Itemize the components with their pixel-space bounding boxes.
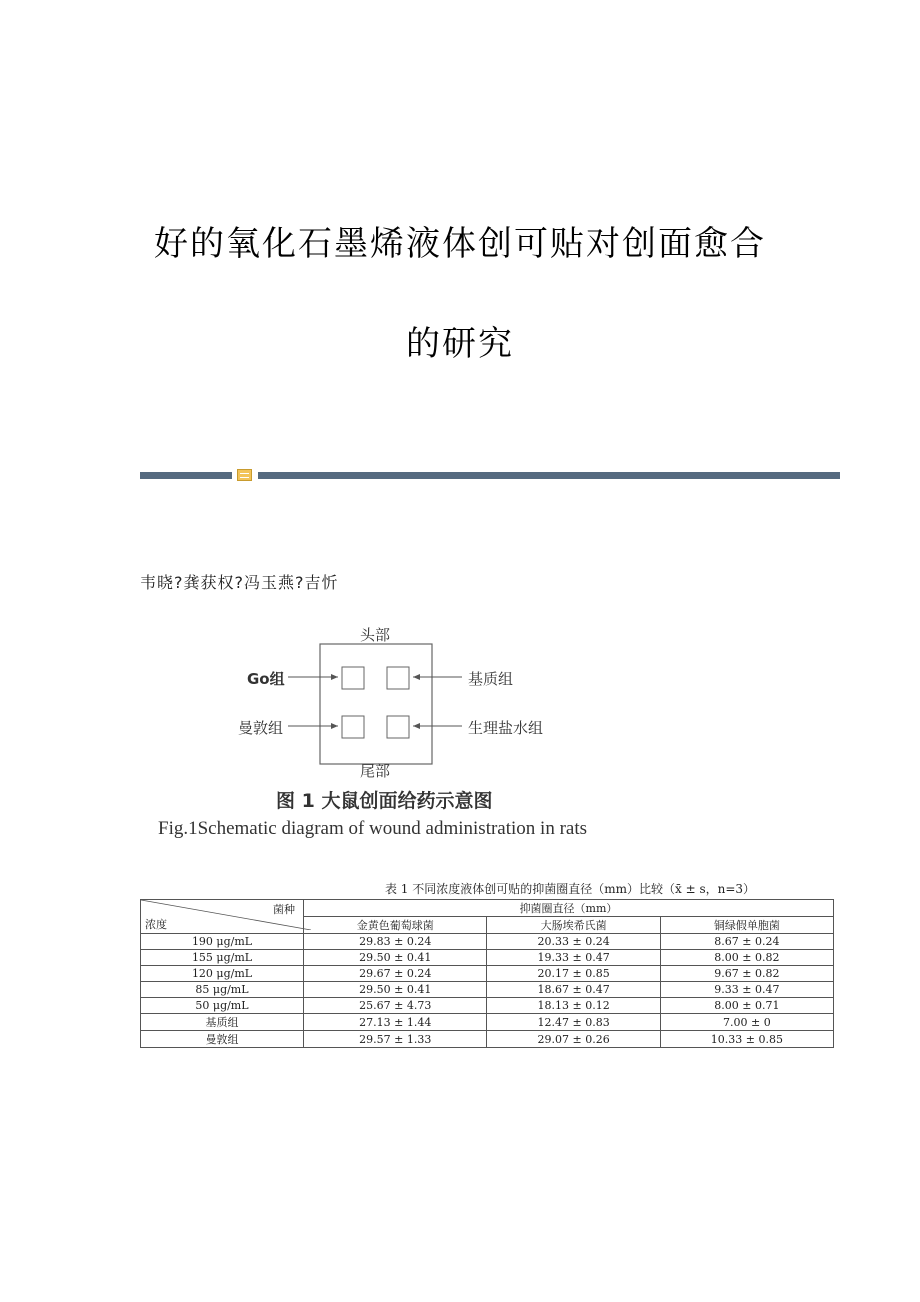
row-label: 基质组 (141, 1014, 304, 1031)
table-cell: 29.57 ± 1.33 (304, 1031, 487, 1048)
table-cell: 29.50 ± 0.41 (304, 950, 487, 966)
divider-left (140, 472, 232, 479)
figure-caption-cn: 图 1 大鼠创面给药示意图 (276, 790, 493, 812)
table-cell: 9.67 ± 0.82 (660, 966, 833, 982)
label-matrix-group: 基质组 (468, 670, 514, 688)
table-cell: 9.33 ± 0.47 (660, 982, 833, 998)
divider-right (258, 472, 840, 479)
table-row (141, 1014, 834, 1031)
label-tail: 尾部 (360, 762, 391, 780)
corner-label-concentration: 浓度 (145, 918, 167, 931)
figure-diagram (150, 620, 650, 790)
rat-body-outline (320, 644, 432, 764)
row-label: 曼敦组 (141, 1031, 304, 1048)
label-go-group: Go组 (247, 670, 285, 688)
table-cell: 20.33 ± 0.24 (487, 934, 660, 950)
table-row (141, 934, 834, 950)
column-header: 金黄色葡萄球菌 (304, 917, 487, 934)
figure-caption-en: Fig.1Schematic diagram of wound administration in rats (158, 818, 588, 839)
row-label: 120 μg/mL (141, 966, 304, 982)
results-table-section (140, 880, 836, 1048)
table-row (141, 950, 834, 966)
table-row (141, 982, 834, 998)
row-label: 155 μg/mL (141, 950, 304, 966)
table-corner-cell (141, 900, 304, 934)
table-cell: 29.83 ± 0.24 (304, 934, 487, 950)
table-row (141, 998, 834, 1014)
column-header: 铜绿假单胞菌 (660, 917, 833, 934)
row-label: 85 μg/mL (141, 982, 304, 998)
label-mandun-group: 曼敦组 (238, 719, 284, 737)
table-cell: 29.07 ± 0.26 (487, 1031, 660, 1048)
author-list: 韦晓?龚获权?冯玉燕?吉忻 (140, 573, 339, 592)
table-cell: 27.13 ± 1.44 (304, 1014, 487, 1031)
table-cell: 18.13 ± 0.12 (487, 998, 660, 1014)
envelope-icon (237, 469, 252, 481)
column-header: 大肠埃希氏菌 (487, 917, 660, 934)
wound-site-go (342, 667, 364, 689)
table-cell: 8.67 ± 0.24 (660, 934, 833, 950)
inhibition-zone-table (140, 899, 834, 1048)
table-cell: 29.67 ± 0.24 (304, 966, 487, 982)
table-cell: 29.50 ± 0.41 (304, 982, 487, 998)
table-cell: 18.67 ± 0.47 (487, 982, 660, 998)
label-head: 头部 (360, 626, 391, 644)
corner-label-strain: 菌种 (273, 903, 295, 916)
table-cell: 8.00 ± 0.71 (660, 998, 833, 1014)
wound-site-matrix (387, 667, 409, 689)
table-cell: 8.00 ± 0.82 (660, 950, 833, 966)
paper-title-line-2: 的研究 (406, 324, 514, 364)
figure-wound-administration (150, 620, 650, 850)
wound-site-saline (387, 716, 409, 738)
table-group-header: 抑菌圈直径（mm） (304, 900, 834, 917)
table-cell: 20.17 ± 0.85 (487, 966, 660, 982)
table-cell: 12.47 ± 0.83 (487, 1014, 660, 1031)
label-saline-group: 生理盐水组 (468, 719, 544, 737)
table-cell: 10.33 ± 0.85 (660, 1031, 833, 1048)
table-cell: 7.00 ± 0 (660, 1014, 833, 1031)
wound-site-mandun (342, 716, 364, 738)
table-cell: 19.33 ± 0.47 (487, 950, 660, 966)
table-row (141, 966, 834, 982)
table-caption: 表 1 不同浓度液体创可贴的抑菌圈直径（mm）比较（x̄ ± s，n=3） (384, 882, 756, 896)
table-cell: 25.67 ± 4.73 (304, 998, 487, 1014)
row-label: 50 μg/mL (141, 998, 304, 1014)
table-row (141, 1031, 834, 1048)
paper-title-line-1: 好的氧化石墨烯液体创可贴对创面愈合 (154, 224, 766, 264)
row-label: 190 μg/mL (141, 934, 304, 950)
